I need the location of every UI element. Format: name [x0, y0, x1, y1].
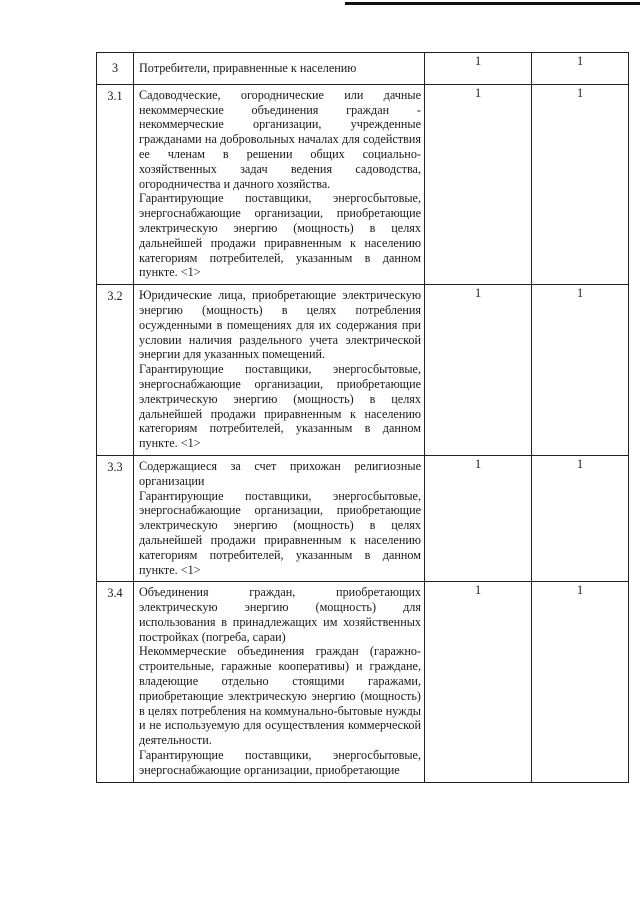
- description-paragraph: Гарантирующие поставщики, энергосбытовые, энергоснабжающие организации, приобретающие: [139, 748, 421, 777]
- value-cell-1: 1: [425, 582, 532, 782]
- description-paragraph: Юридические лица, приобретающие электрическую энергию (мощность) в целях потребления осужденными в помещениях для их содержания при условии наличия раздельного учета электрической энергии для указанных помещений.: [139, 288, 421, 362]
- description-paragraph: Гарантирующие поставщики, энергосбытовые, энергоснабжающие организации, приобретающие электрическую энергию (мощность) в целях дальнейшей продажи приравненным к населению категориям потребителей, указанным в данном пункте. <1>: [139, 488, 421, 577]
- scan-edge-mark: [345, 2, 640, 5]
- value-cell-1: 1: [425, 455, 532, 581]
- row-description: [134, 582, 425, 782]
- description-paragraph: Объединения граждан, приобретающих электрическую энергию (мощность) для использования в принадлежащих им хозяйственных постройках (погреба, сараи): [139, 585, 421, 644]
- table-row-3-3: [97, 455, 629, 581]
- row-description: [134, 53, 425, 85]
- value-cell-2: 1: [532, 84, 629, 284]
- description-paragraph: Некоммерческие объединения граждан (гаражно-строительные, гаражные кооперативы) и граждане, владеющие отдельно стоящими гаражами, приобретающие электрическую энергию (мощность) в целях потребления на коммунально-бытовые нужды и не используемую для осуществления коммерческой деятельности.: [139, 644, 421, 748]
- table-row-3-1: [97, 84, 629, 284]
- row-number: 3.4: [97, 582, 134, 782]
- value-cell-1: 1: [425, 285, 532, 456]
- row-number: 3: [97, 53, 134, 85]
- row-description: [134, 285, 425, 456]
- description-paragraph: Потребители, приравненные к населению: [139, 61, 357, 75]
- description-paragraph: Гарантирующие поставщики, энергосбытовые, энергоснабжающие организации, приобретающие электрическую энергию (мощность) в целях дальнейшей продажи приравненным к населению категориям потребителей, указанным в данном пункте. <1>: [139, 191, 421, 280]
- table-row-3-4: [97, 582, 629, 782]
- value-cell-2: 1: [532, 53, 629, 85]
- row-number: 3.1: [97, 84, 134, 284]
- value-cell-2: 1: [532, 285, 629, 456]
- description-paragraph: Гарантирующие поставщики, энергосбытовые, энергоснабжающие организации, приобретающие электрическую энергию (мощность) в целях дальнейшей продажи приравненным к населению категориям потребителей, указанным в данном пункте. <1>: [139, 362, 421, 451]
- table-row-3: [97, 53, 629, 85]
- description-paragraph: Содержащиеся за счет прихожан религиозные организации: [139, 458, 421, 488]
- row-description: [134, 84, 425, 284]
- value-cell-2: 1: [532, 582, 629, 782]
- row-number: 3.2: [97, 285, 134, 456]
- row-number: 3.3: [97, 455, 134, 581]
- table-row-3-2: [97, 285, 629, 456]
- description-paragraph: Садоводческие, огороднические или дачные некоммерческие объединения граждан - некоммерческие организации, учрежденные гражданами на добровольных началах для содействия ее членам в решении общих социально-хозяйственных задач ведения садоводства, огородничества и дачного хозяйства.: [139, 87, 421, 191]
- tariff-table: [96, 52, 629, 783]
- row-description: [134, 455, 425, 581]
- value-cell-1: 1: [425, 53, 532, 85]
- value-cell-1: 1: [425, 84, 532, 284]
- value-cell-2: 1: [532, 455, 629, 581]
